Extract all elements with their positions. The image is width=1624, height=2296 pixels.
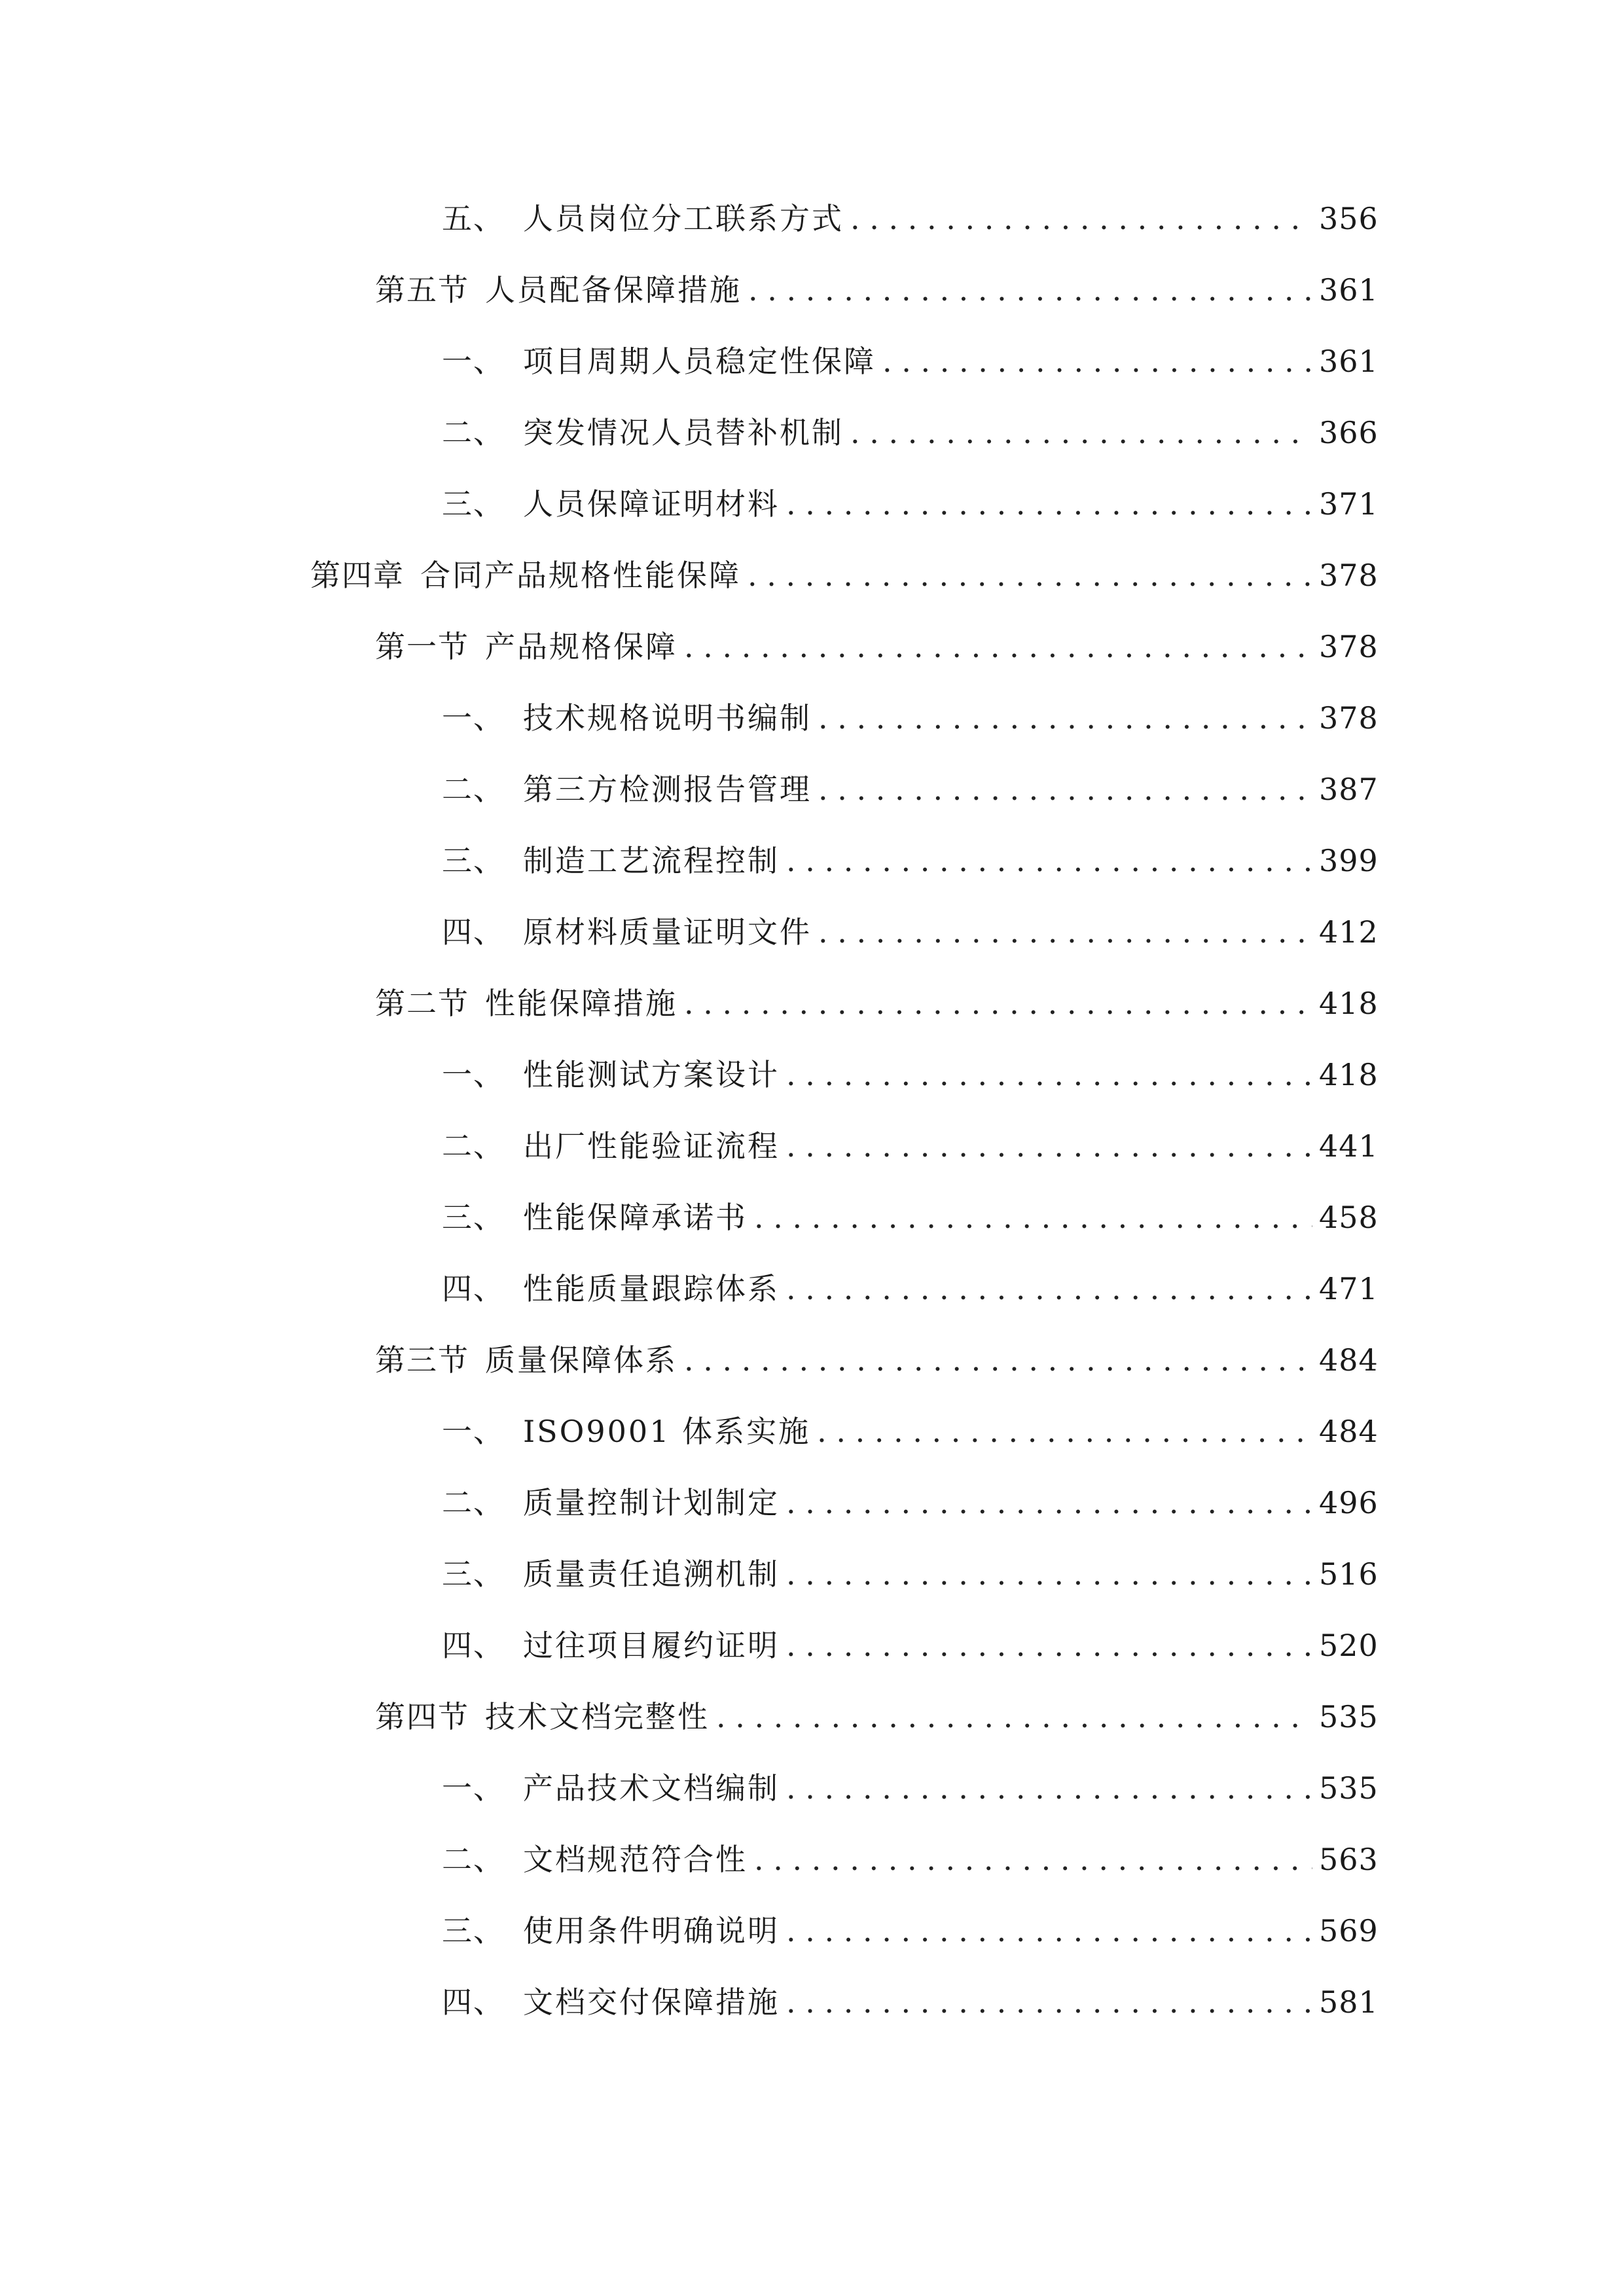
toc-entry-number: 一、 — [442, 700, 505, 736]
toc-entry-title: 过往项目履约证明 — [523, 1628, 780, 1663]
dot-leader — [786, 1762, 1312, 1814]
dot-leader — [684, 1334, 1312, 1386]
toc-entry[interactable] — [442, 1905, 1379, 1957]
toc-entry-title: ISO9001 体系实施 — [523, 1414, 811, 1449]
toc-entry-number: 第四章 — [310, 558, 405, 593]
toc-entry-page: 516 — [1319, 1556, 1379, 1592]
toc-entry-title: 质量保障体系 — [485, 1342, 677, 1378]
toc-entry-title: 性能测试方案设计 — [523, 1057, 780, 1092]
toc-entry-page: 371 — [1319, 486, 1379, 522]
toc-entry-number: 三、 — [442, 1556, 505, 1592]
toc-entry-number: 第二节 — [375, 986, 469, 1021]
toc-entry[interactable] — [442, 192, 1379, 245]
toc-entry-page: 563 — [1319, 1842, 1379, 1877]
toc-entry[interactable] — [442, 906, 1379, 958]
toc-entry-number: 一、 — [442, 344, 505, 379]
toc-entry-title: 产品规格保障 — [485, 629, 677, 664]
dot-leader — [786, 1049, 1312, 1101]
toc-entry[interactable] — [442, 1477, 1379, 1529]
dot-leader — [786, 1477, 1312, 1529]
toc-entry-number: 四、 — [442, 1984, 505, 2020]
toc-entry[interactable] — [310, 549, 1379, 601]
toc-entry[interactable] — [442, 1833, 1379, 1886]
toc-entry[interactable] — [442, 478, 1379, 530]
toc-entry-number: 第五节 — [375, 272, 469, 308]
toc-entry-title: 技术文档完整性 — [485, 1699, 710, 1734]
toc-entry[interactable] — [375, 977, 1379, 1030]
toc-entry-title: 第三方检测报告管理 — [523, 772, 812, 807]
toc-entry-page: 378 — [1319, 629, 1379, 664]
toc-entry[interactable] — [442, 1120, 1379, 1172]
toc-entry-number: 二、 — [442, 1485, 505, 1520]
toc-entry-number: 第一节 — [375, 629, 469, 664]
toc-entry-page: 496 — [1319, 1485, 1379, 1520]
toc-entry-page: 366 — [1319, 415, 1379, 450]
toc-entry-number: 二、 — [442, 415, 505, 450]
dot-leader — [786, 1619, 1312, 1672]
toc-entry-number: 二、 — [442, 772, 505, 807]
toc-entry[interactable] — [442, 1548, 1379, 1600]
toc-entry-title: 制造工艺流程控制 — [523, 843, 780, 878]
toc-entry[interactable] — [442, 1191, 1379, 1244]
toc-entry-title: 技术规格说明书编制 — [523, 700, 812, 736]
toc-entry-page: 569 — [1319, 1913, 1379, 1948]
toc-entry[interactable] — [442, 1263, 1379, 1315]
toc-entry-number: 一、 — [442, 1057, 505, 1092]
dot-leader — [786, 1263, 1312, 1315]
toc-entry-number: 三、 — [442, 486, 505, 522]
dot-leader — [818, 692, 1312, 744]
toc-entry-title: 项目周期人员稳定性保障 — [523, 344, 876, 379]
toc-entry-page: 484 — [1319, 1414, 1379, 1449]
toc-entry-number: 二、 — [442, 1128, 505, 1164]
toc-entry-title: 人员配备保障措施 — [485, 272, 742, 308]
dot-leader — [882, 335, 1312, 387]
toc-entry[interactable] — [375, 1691, 1379, 1743]
toc-entry-page: 441 — [1319, 1128, 1379, 1164]
dot-leader — [754, 1191, 1312, 1244]
dot-leader — [786, 1905, 1312, 1957]
toc-entry-page: 378 — [1319, 700, 1379, 736]
toc-entry-title: 文档规范符合性 — [523, 1842, 748, 1877]
toc-entry[interactable] — [442, 763, 1379, 816]
dot-leader — [850, 406, 1312, 459]
toc-entry[interactable] — [442, 1619, 1379, 1672]
toc-entry-page: 378 — [1319, 558, 1379, 593]
toc-entry-title: 产品技术文档编制 — [523, 1770, 780, 1806]
toc-entry[interactable] — [375, 264, 1379, 316]
dot-leader — [818, 906, 1312, 958]
toc-entry-page: 418 — [1319, 1057, 1379, 1092]
toc-entry[interactable] — [442, 692, 1379, 744]
toc-entry-page: 356 — [1319, 201, 1379, 236]
dot-leader — [716, 1691, 1312, 1743]
toc-entry-page: 581 — [1319, 1984, 1379, 2020]
toc-entry-title: 人员岗位分工联系方式 — [523, 201, 844, 236]
toc-entry-title: 使用条件明确说明 — [523, 1913, 780, 1948]
toc-entry[interactable] — [442, 1762, 1379, 1814]
dot-leader — [754, 1833, 1312, 1886]
toc-entry-number: 三、 — [442, 843, 505, 878]
toc-entry-number: 第四节 — [375, 1699, 469, 1734]
toc-entry-number: 一、 — [442, 1770, 505, 1806]
toc-entry-page: 361 — [1319, 344, 1379, 379]
dot-leader — [786, 834, 1312, 887]
toc-entry-title: 出厂性能验证流程 — [523, 1128, 780, 1164]
dot-leader — [748, 264, 1312, 316]
toc-entry-title: 性能质量跟踪体系 — [523, 1271, 780, 1306]
toc-entry-number: 四、 — [442, 1271, 505, 1306]
toc-entry-page: 535 — [1319, 1770, 1379, 1806]
toc-entry-number: 二、 — [442, 1842, 505, 1877]
toc-entry-page: 458 — [1319, 1200, 1379, 1235]
dot-leader — [850, 192, 1312, 245]
toc-entry-page: 418 — [1319, 986, 1379, 1021]
toc-entry-page: 387 — [1319, 772, 1379, 807]
dot-leader — [817, 1405, 1312, 1458]
toc-entry-page: 535 — [1319, 1699, 1379, 1734]
toc-entry-number: 三、 — [442, 1913, 505, 1948]
toc-entry-number: 第三节 — [375, 1342, 469, 1378]
toc-entry-number: 一、 — [442, 1414, 505, 1449]
dot-leader — [684, 977, 1312, 1030]
dot-leader — [748, 549, 1312, 601]
toc-entry[interactable] — [442, 406, 1379, 459]
toc-entry-page: 520 — [1319, 1628, 1379, 1663]
toc-entry-title: 质量责任追溯机制 — [523, 1556, 780, 1592]
toc-entry[interactable] — [442, 834, 1379, 887]
toc-entry-number: 四、 — [442, 914, 505, 950]
toc-entry[interactable] — [442, 1405, 1379, 1458]
dot-leader — [786, 1976, 1312, 2028]
toc-entry[interactable] — [375, 1334, 1379, 1386]
toc-entry-page: 361 — [1319, 272, 1379, 308]
toc-entry-number: 五、 — [442, 201, 505, 236]
dot-leader — [786, 1120, 1312, 1172]
dot-leader — [818, 763, 1312, 816]
toc-entry-title: 文档交付保障措施 — [523, 1984, 780, 2020]
toc-entry-page: 412 — [1319, 914, 1379, 950]
toc-entry-title: 性能保障承诺书 — [523, 1200, 748, 1235]
toc-entry-number: 四、 — [442, 1628, 505, 1663]
toc-entry[interactable] — [442, 335, 1379, 387]
toc-entry-title: 原材料质量证明文件 — [523, 914, 812, 950]
dot-leader — [684, 620, 1312, 673]
toc-entry[interactable] — [442, 1976, 1379, 2028]
toc-entry-title: 人员保障证明材料 — [523, 486, 780, 522]
toc-entry-title: 突发情况人员替补机制 — [523, 415, 844, 450]
toc-entry-page: 484 — [1319, 1342, 1379, 1378]
toc-entry-page: 399 — [1319, 843, 1379, 878]
dot-leader — [786, 1548, 1312, 1600]
toc-entry[interactable] — [375, 620, 1379, 673]
toc-entry-title: 质量控制计划制定 — [523, 1485, 780, 1520]
toc-entry-page: 471 — [1319, 1271, 1379, 1306]
toc-entry[interactable] — [442, 1049, 1379, 1101]
toc-entry-number: 三、 — [442, 1200, 505, 1235]
toc-entry-title: 性能保障措施 — [485, 986, 677, 1021]
toc-entry-title: 合同产品规格性能保障 — [420, 558, 741, 593]
dot-leader — [786, 478, 1312, 530]
